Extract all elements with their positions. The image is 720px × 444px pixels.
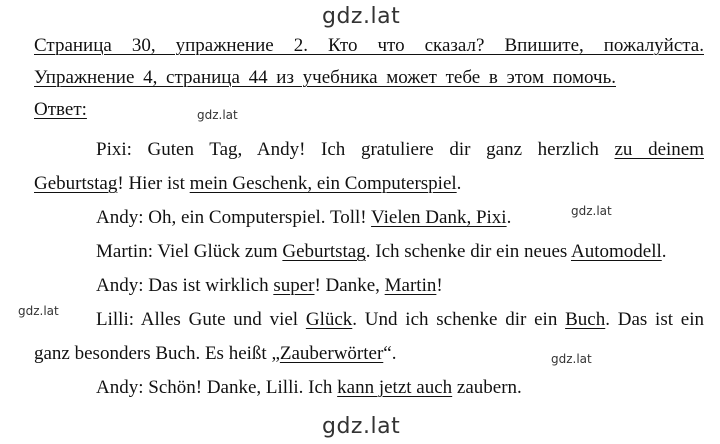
dialog-line-3 — [96, 206, 511, 230]
dialog-line-8 — [96, 376, 522, 400]
dialog-text: . — [456, 173, 462, 194]
watermark-bottom: gdz.lat — [322, 414, 401, 439]
watermark-small-3: gdz.lat — [18, 304, 59, 318]
dialog-text: Pixi: Guten Tag, Andy! Ich gratuliere dir ganz herzlich — [96, 139, 615, 160]
answer-fill: Vielen Dank, Pixi — [371, 207, 507, 228]
dialog-line-4 — [96, 240, 667, 264]
answer-fill: Geburtstag — [282, 241, 366, 262]
dialog-line-2 — [34, 172, 461, 196]
watermark-small-1: gdz.lat — [197, 108, 238, 122]
dialog-text: . — [661, 241, 667, 262]
dialog-line-1 — [96, 138, 704, 162]
dialog-text: . Das ist ein — [605, 309, 704, 330]
dialog-line-5 — [96, 274, 443, 298]
dialog-text: ganz besonders Buch. Es heißt „ — [34, 343, 280, 364]
dialog-text: ! Hier ist — [117, 173, 190, 194]
dialog-text: Andy: Schön! Danke, Lilli. Ich — [96, 377, 338, 398]
answer-fill: Glück — [305, 309, 353, 330]
watermark-small-2: gdz.lat — [571, 204, 612, 218]
answer-fill: kann jetzt auch — [337, 377, 453, 398]
answer-fill: zu deinem — [614, 139, 704, 160]
dialog-text: Martin: Viel Glück zum — [96, 241, 283, 262]
dialog-text: . — [506, 207, 512, 228]
dialog-text: zaubern. — [452, 377, 522, 398]
answer-fill: Buch — [565, 309, 606, 330]
answer-fill: Automodell — [570, 241, 662, 262]
answer-label: Ответ: — [34, 99, 87, 120]
dialog-text: Lilli: Alles Gute und viel — [96, 309, 306, 330]
answer-fill: Zauberwörter — [279, 343, 384, 364]
dialog-text: Andy: Das ist wirklich — [96, 275, 274, 296]
answer-fill: Martin — [384, 275, 437, 296]
answer-fill: super — [273, 275, 315, 296]
dialog-text: “. — [383, 343, 397, 364]
dialog-text: ! — [436, 275, 443, 296]
answer-fill: mein Geschenk, ein Computerspiel — [189, 173, 457, 194]
dialog-text: Andy: Oh, ein Computerspiel. Toll! — [96, 207, 372, 228]
dialog-line-6 — [96, 308, 704, 332]
watermark-top: gdz.lat — [322, 4, 401, 29]
dialog-text: . Und ich schenke dir ein — [352, 309, 566, 330]
answer-fill: Geburtstag — [34, 173, 118, 194]
dialog-text: . Ich schenke dir ein neues — [365, 241, 571, 262]
dialog-text: ! Danke, — [314, 275, 385, 296]
task-line-2: Упражнение 4, страница 44 из учебника может тебе в этом помочь. — [34, 67, 616, 88]
watermark-small-4: gdz.lat — [551, 352, 592, 366]
dialog-line-7 — [34, 342, 396, 366]
task-line-1: Страница 30, упражнение 2. Кто что сказал? Впишите, пожалуйста. — [34, 35, 704, 56]
